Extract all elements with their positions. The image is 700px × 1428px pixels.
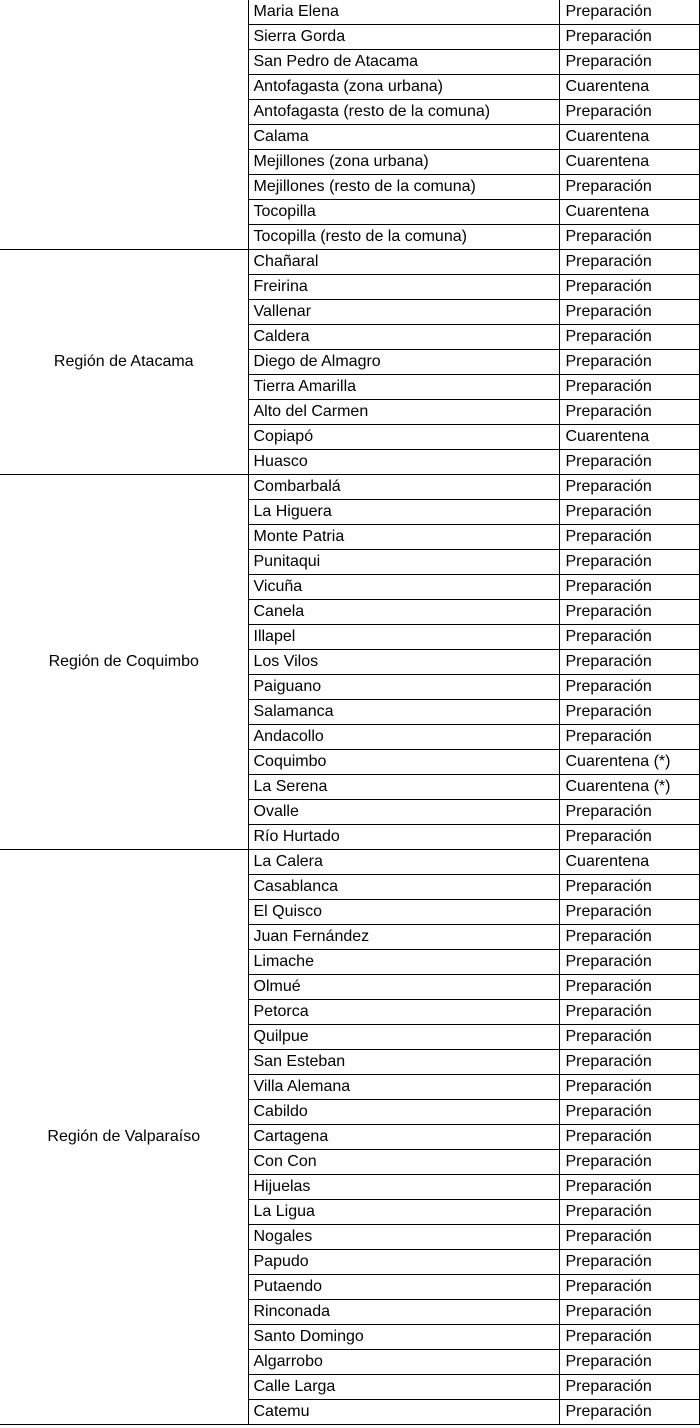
status-cell: Preparación: [559, 450, 699, 475]
status-cell: Preparación: [559, 300, 699, 325]
status-cell: Preparación: [559, 1400, 699, 1425]
comuna-cell: Tierra Amarilla: [248, 375, 559, 400]
status-cell: Cuarentena: [559, 75, 699, 100]
status-cell: Preparación: [559, 500, 699, 525]
comuna-cell: Nogales: [248, 1225, 559, 1250]
comuna-cell: Limache: [248, 950, 559, 975]
comuna-cell: Vallenar: [248, 300, 559, 325]
comuna-cell: Papudo: [248, 1250, 559, 1275]
status-cell: Cuarentena: [559, 850, 699, 875]
status-cell: Preparación: [559, 550, 699, 575]
comuna-cell: Freirina: [248, 275, 559, 300]
comuna-cell: Caldera: [248, 325, 559, 350]
region-cell: Región de Coquimbo: [0, 475, 248, 850]
comuna-cell: San Pedro de Atacama: [248, 50, 559, 75]
status-cell: Preparación: [559, 175, 699, 200]
comuna-cell: La Ligua: [248, 1200, 559, 1225]
comuna-cell: Casablanca: [248, 875, 559, 900]
status-cell: Preparación: [559, 225, 699, 250]
comuna-cell: Petorca: [248, 1000, 559, 1025]
status-cell: Preparación: [559, 475, 699, 500]
region-cell: [0, 0, 248, 250]
status-cell: Preparación: [559, 0, 699, 25]
status-cell: Preparación: [559, 275, 699, 300]
status-cell: Cuarentena: [559, 150, 699, 175]
status-cell: Preparación: [559, 1200, 699, 1225]
comuna-cell: Mejillones (zona urbana): [248, 150, 559, 175]
comuna-cell: Catemu: [248, 1400, 559, 1425]
status-cell: Preparación: [559, 725, 699, 750]
status-cell: Preparación: [559, 1275, 699, 1300]
status-cell: Preparación: [559, 1100, 699, 1125]
status-cell: Preparación: [559, 1225, 699, 1250]
comuna-cell: Tocopilla: [248, 200, 559, 225]
comuna-cell: Olmué: [248, 975, 559, 1000]
status-cell: Preparación: [559, 250, 699, 275]
comuna-cell: Calama: [248, 125, 559, 150]
status-cell: Preparación: [559, 650, 699, 675]
status-cell: Preparación: [559, 700, 699, 725]
status-cell: Preparación: [559, 525, 699, 550]
table-row: [0, 475, 699, 500]
status-cell: Preparación: [559, 1325, 699, 1350]
status-cell: Preparación: [559, 375, 699, 400]
status-cell: Preparación: [559, 575, 699, 600]
comuna-cell: Rinconada: [248, 1300, 559, 1325]
status-cell: Preparación: [559, 1025, 699, 1050]
comuna-cell: El Quisco: [248, 900, 559, 925]
status-cell: Preparación: [559, 825, 699, 850]
status-cell: Preparación: [559, 975, 699, 1000]
comuna-cell: Los Vilos: [248, 650, 559, 675]
comuna-cell: Copiapó: [248, 425, 559, 450]
comuna-cell: Andacollo: [248, 725, 559, 750]
comuna-cell: Monte Patria: [248, 525, 559, 550]
status-cell: Preparación: [559, 900, 699, 925]
status-cell: Cuarentena: [559, 125, 699, 150]
status-cell: Preparación: [559, 800, 699, 825]
comuna-cell: La Serena: [248, 775, 559, 800]
comuna-cell: Coquimbo: [248, 750, 559, 775]
status-cell: Preparación: [559, 1350, 699, 1375]
comuna-cell: Antofagasta (resto de la comuna): [248, 100, 559, 125]
comuna-cell: Paiguano: [248, 675, 559, 700]
region-cell: Región de Atacama: [0, 250, 248, 475]
comuna-cell: Maria Elena: [248, 0, 559, 25]
comuna-cell: Cabildo: [248, 1100, 559, 1125]
status-cell: Preparación: [559, 1175, 699, 1200]
status-cell: Preparación: [559, 925, 699, 950]
status-cell: Preparación: [559, 875, 699, 900]
comuna-cell: Vicuña: [248, 575, 559, 600]
comuna-cell: Algarrobo: [248, 1350, 559, 1375]
status-cell: Preparación: [559, 100, 699, 125]
comuna-cell: Ovalle: [248, 800, 559, 825]
region-cell: Región de Valparaíso: [0, 850, 248, 1425]
comuna-cell: Illapel: [248, 625, 559, 650]
table-row: [0, 0, 699, 25]
comuna-cell: Río Hurtado: [248, 825, 559, 850]
comuna-cell: Diego de Almagro: [248, 350, 559, 375]
comuna-cell: Sierra Gorda: [248, 25, 559, 50]
comuna-cell: Con Con: [248, 1150, 559, 1175]
comuna-cell: Tocopilla (resto de la comuna): [248, 225, 559, 250]
status-cell: Preparación: [559, 350, 699, 375]
comuna-cell: Alto del Carmen: [248, 400, 559, 425]
status-cell: Preparación: [559, 1075, 699, 1100]
status-cell: Cuarentena: [559, 200, 699, 225]
status-cell: Cuarentena: [559, 425, 699, 450]
comuna-cell: Hijuelas: [248, 1175, 559, 1200]
comuna-cell: Santo Domingo: [248, 1325, 559, 1350]
comuna-cell: Chañaral: [248, 250, 559, 275]
comuna-cell: Combarbalá: [248, 475, 559, 500]
status-cell: Preparación: [559, 625, 699, 650]
status-cell: Preparación: [559, 1000, 699, 1025]
status-cell: Preparación: [559, 1250, 699, 1275]
status-cell: Preparación: [559, 1300, 699, 1325]
status-cell: Preparación: [559, 1150, 699, 1175]
comuna-cell: Punitaqui: [248, 550, 559, 575]
comuna-cell: La Calera: [248, 850, 559, 875]
comuna-cell: San Esteban: [248, 1050, 559, 1075]
status-cell: Preparación: [559, 325, 699, 350]
comuna-cell: Huasco: [248, 450, 559, 475]
comuna-cell: Antofagasta (zona urbana): [248, 75, 559, 100]
comuna-cell: Salamanca: [248, 700, 559, 725]
status-cell: Cuarentena (*): [559, 775, 699, 800]
comuna-cell: Cartagena: [248, 1125, 559, 1150]
status-cell: Preparación: [559, 950, 699, 975]
status-cell: Preparación: [559, 1375, 699, 1400]
comuna-cell: La Higuera: [248, 500, 559, 525]
status-cell: Preparación: [559, 1050, 699, 1075]
table-row: [0, 250, 699, 275]
comuna-cell: Putaendo: [248, 1275, 559, 1300]
status-cell: Preparación: [559, 675, 699, 700]
status-cell: Preparación: [559, 400, 699, 425]
comuna-cell: Calle Larga: [248, 1375, 559, 1400]
comuna-cell: Juan Fernández: [248, 925, 559, 950]
comuna-cell: Villa Alemana: [248, 1075, 559, 1100]
comuna-cell: Canela: [248, 600, 559, 625]
status-cell: Preparación: [559, 25, 699, 50]
status-cell: Cuarentena (*): [559, 750, 699, 775]
status-cell: Preparación: [559, 600, 699, 625]
table-row: [0, 850, 699, 875]
status-cell: Preparación: [559, 1125, 699, 1150]
comuna-cell: Mejillones (resto de la comuna): [248, 175, 559, 200]
comuna-cell: Quilpue: [248, 1025, 559, 1050]
status-cell: Preparación: [559, 50, 699, 75]
